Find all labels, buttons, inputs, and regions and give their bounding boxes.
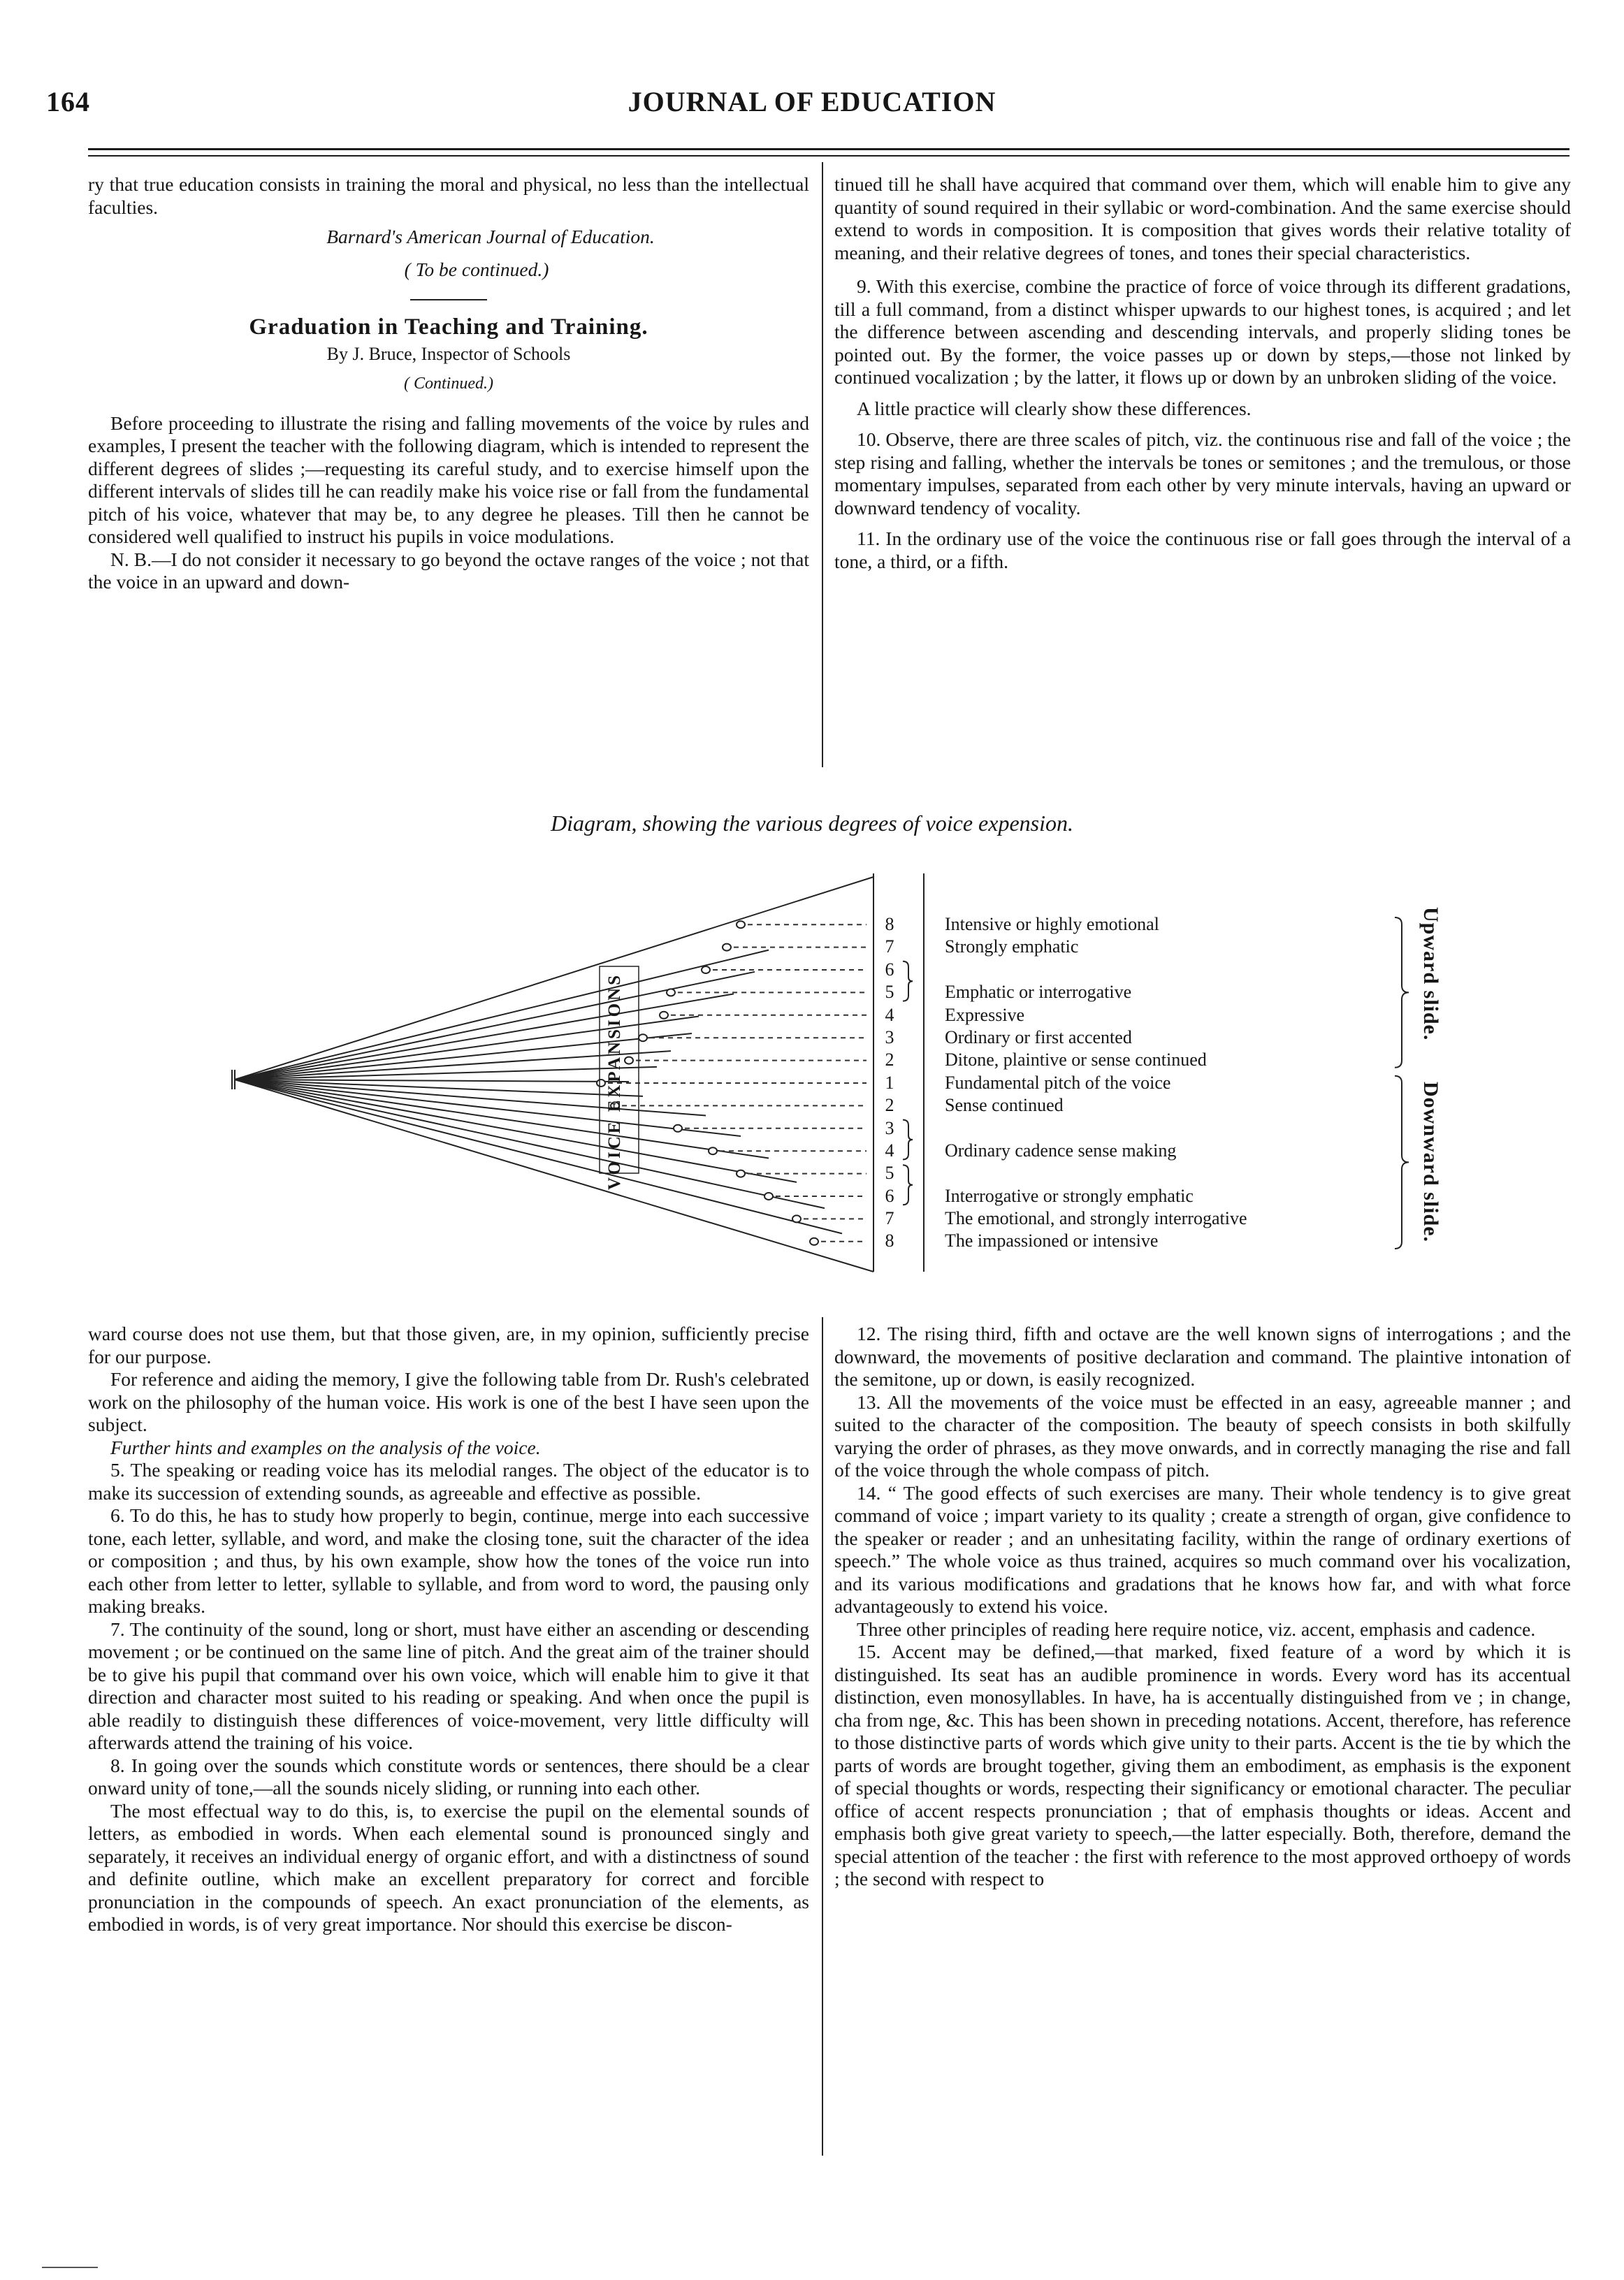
pitch-marker <box>737 921 745 928</box>
fan-ray <box>235 1080 825 1208</box>
pitch-number: 3 <box>885 1026 894 1047</box>
pitch-label <box>945 1117 1247 1140</box>
pitch-label: Emphatic or interrogative <box>945 982 1132 1003</box>
fan-ray <box>235 1080 741 1136</box>
footer-mark <box>42 2267 98 2268</box>
source-citation: Barnard's American Journal of Education. <box>326 226 655 247</box>
fan-ray <box>235 1080 769 1159</box>
dashed-guides <box>608 924 867 1242</box>
paragraph: 6. To do this, he has to study how properly to begin, continue, merge into each successive tone, each letter, syllable, and word, and make the closing tone, suit the character of the idea or composition ; and thus, by his own example, show how the tones of the voice run into each other from letter to letter, syllable to syllable, and from word to word, the pausing only making breaks. <box>88 1504 809 1617</box>
pitch-number: 2 <box>885 1050 894 1070</box>
paragraph: For reference and aiding the memory, I give the following table from Dr. Rush's celebrated work on the philosophy of the human voice. His work is one of the best I have seen upon the subject. <box>88 1368 809 1435</box>
pitch-number-column <box>878 913 901 1253</box>
pitch-number: 6 <box>885 1185 894 1206</box>
column-divider <box>822 162 823 767</box>
paragraph: 7. The continuity of the sound, long or short, must have either an ascending or descending movement ; or be continued on the same line of pitch. And the great aim of the trainer should be to give his pupil that command over his own voice, which will enable him to give it that direction and character most suited to his reading or speaking. And when once the pupil is able readily to distinguish these differences of voice-movement, very little difficulty will afterwards attend the training of his voice. <box>88 1618 809 1753</box>
pitch-label: Interrogative or strongly emphatic <box>945 1185 1194 1206</box>
diagram-title: Diagram, showing the various degrees of voice expension. <box>550 811 1073 836</box>
paragraph: A little practice will clearly show these differences. <box>857 397 1252 419</box>
paragraph: 10. Observe, there are three scales of pitch, viz. the continuous rise and fall of the voice ; the step rising and falling, whether the intervals be tones or semitones ; and the tremulous, or those momentary impulses, separated from each other by very minute intervals, having an upward or downward tendency of vocality. <box>834 428 1571 518</box>
pitch-number: 7 <box>885 936 894 957</box>
pitch-label: Ordinary or first accented <box>945 1026 1132 1047</box>
paragraph: tinued till he shall have acquired that command over them, which will enable him to give any quantity of sound required in their syllabic or word-combination. And the same exercise should extend to words in composition. It is composition that gives words their relative totality of meaning, and their relative degrees of tones, and tones their special characteristics. <box>834 173 1571 263</box>
pitch-marker <box>792 1215 801 1222</box>
article-title: Graduation in Teaching and Training. <box>249 314 648 340</box>
pitch-number: 5 <box>885 982 894 1003</box>
pitch-marker <box>737 1170 745 1177</box>
fan-edge-line <box>235 1080 873 1272</box>
pitch-marker <box>639 1034 647 1041</box>
pitch-marker <box>597 1080 605 1087</box>
slide-brace <box>1395 917 1409 1068</box>
pitch-label <box>945 959 1247 981</box>
section-divider <box>410 299 487 300</box>
pair-brace <box>903 1120 913 1160</box>
paragraph: 5. The speaking or reading voice has its melodial ranges. The object of the educator is to make its succession of extending sounds, as agreeable and effective as possible. <box>88 1459 809 1504</box>
paragraph: 8. In going over the sounds which constitute words or sentences, there should be a clear onward unity of tone,—all the sounds nicely sliding, or running into each other. <box>88 1754 809 1799</box>
slide-brace <box>1395 1076 1409 1249</box>
paragraph: 9. With this exercise, combine the practice of force of voice through its different gradations, till a full command, from a distinct whisper upwards to our highest tones, is acquired ; and let the difference between ascending and descending intervals, and properly sliding tones be pointed out. By the former, the voice passes up or down by steps,—those not linked by continued vocalization ; by the latter, it flows up or down by an unbroken sliding of the voice. <box>834 275 1571 388</box>
pitch-number: 7 <box>885 1208 894 1229</box>
pitch-label: Strongly emphatic <box>945 936 1079 957</box>
fan-ray <box>235 972 755 1080</box>
left-column-top <box>88 173 809 594</box>
journal-title: JOURNAL OF EDUCATION <box>628 86 996 117</box>
paragraph: 11. In the ordinary use of the voice the continuous rise or fall goes through the interval of a tone, a third, or a fifth. <box>834 528 1571 572</box>
header-rule-bottom <box>88 155 1569 157</box>
pitch-label: Ordinary cadence sense making <box>945 1140 1177 1161</box>
continued-note: ( To be continued.) <box>404 258 549 280</box>
fan-label: VOICE EXPANSIONS <box>605 973 624 1190</box>
pitch-marker <box>674 1125 682 1132</box>
paragraph: 12. The rising third, fifth and octave are the well known signs of interrogations ; and the downward, the movements of positive declaration and command. The plaintive intonation of the semitone, up or down, is easily recognized. <box>834 1323 1571 1390</box>
pitch-label: The emotional, and strongly interrogative <box>945 1208 1247 1229</box>
right-column-top <box>834 173 1571 573</box>
pitch-number: 8 <box>885 1230 894 1251</box>
fan-lines <box>232 877 873 1272</box>
upward-slide-label: Upward slide. <box>1419 907 1442 1041</box>
pitch-label: Fundamental pitch of the voice <box>945 1072 1171 1093</box>
pair-brace <box>903 1165 913 1205</box>
pitch-number: 4 <box>885 1004 894 1025</box>
pitch-label-column <box>945 913 1247 1253</box>
pitch-label: Sense continued <box>945 1095 1064 1116</box>
paragraph: 14. “ The good effects of such exercises are many. Their whole tendency is to give great command of voice ; impart variety to its quality ; create a strength of organ, give confidence to the speaker or reader ; and an unhesitating facility, within the range of ordinary exertions of speech.” The whole voice as thus trained, acquires so much command over his vocalization, and its various modifications and gradations that he knows how far, and with what force advantageously to extend his voice. <box>834 1481 1571 1617</box>
paragraph: N. B.—I do not consider it necessary to go beyond the octave ranges of the voice ; not that the voice in an upward and down- <box>88 548 809 593</box>
pitch-number: 4 <box>885 1140 894 1161</box>
downward-slide-label: Downward slide. <box>1419 1082 1442 1243</box>
pitch-marker <box>667 989 675 996</box>
pitch-marker <box>625 1057 633 1064</box>
right-column-bottom <box>834 1323 1571 1891</box>
column-divider-lower <box>822 1317 823 2156</box>
paragraph: Before proceeding to illustrate the rising and falling movements of the voice by rules and examples, I present the teacher with the following diagram, which is intended to represent the different degrees of slides ;—requesting its careful study, and to exercise himself upon the different intervals of slides till he can readily make his voice rise or fall from the fundamental pitch of his voice, whatever that may be, to any degree he pleases. Till then he cannot be considered well qualified to instruct his pupils in voice modulations. <box>88 412 809 547</box>
fan-ray <box>235 950 769 1080</box>
byline-continued: ( Continued.) <box>404 375 493 393</box>
fan-ray <box>235 1080 797 1182</box>
paragraph: Three other principles of reading here require notice, viz. accent, emphasis and cadence. <box>857 1618 1536 1640</box>
pitch-marker <box>702 966 710 973</box>
voice-expansion-diagram <box>0 852 1624 1286</box>
paragraph: 13. All the movements of the voice must be effected in an easy, agreeable manner ; and suited to the character of the composition. The beauty of speech consists in both skilfully varying the order of phrases, as they move onwards, and in correctly managing the rise and fall of the voice through the whole compass of pitch. <box>834 1390 1571 1481</box>
pitch-number: 2 <box>885 1095 894 1116</box>
pitch-number: 1 <box>885 1072 894 1093</box>
pitch-number: 5 <box>885 1163 894 1184</box>
subheading: Further hints and examples on the analysis of the voice. <box>110 1436 541 1458</box>
pitch-label: The impassioned or intensive <box>945 1230 1159 1251</box>
fan-edge-line <box>235 877 873 1080</box>
paragraph: The most effectual way to do this, is, to exercise the pupil on the elemental sounds of letters, as embodied in words. When each elemental sound is pronounced singly and separately, it receives an individual energy of organic effort, and with a distinctness of sound and definite outline, which make an excellent preparatory for correct and forcible pronunciation in the compounds of speech. An exact pronunciation of the elements, as embodied in words, is of very great importance. Nor should this exercise be discon- <box>88 1799 809 1935</box>
header-rule-top <box>88 148 1569 150</box>
paragraph: ward course does not use them, but that those given, are, in my opinion, sufficiently precise for our purpose. <box>88 1323 809 1367</box>
page-number: 164 <box>46 86 90 117</box>
pitch-marker <box>709 1147 717 1154</box>
fan-apex <box>232 1070 235 1089</box>
fan-ray <box>235 1016 699 1080</box>
pitch-label: Ditone, plaintive or sense continued <box>945 1050 1207 1070</box>
pair-brace <box>903 961 913 1001</box>
paragraph: 15. Accent may be defined,—that marked, fixed feature of a word by which it is distinguished. Its seat has an audible prominence in words. Every word has its accentual distinction, even monosyllables. In have, ha is accentually distinguished from ve ; in change, cha from nge, &c. This has been shown in preceding notations. Accent, therefore, has reference to those distinctive parts of words which give unity to their parts. Accent is the tie by which the parts of words are brought together, giving them an embodiment, as emphasis is the exponent of special thoughts or words, respecting their significancy or emotional character. The peculiar office of accent respects pronunciation ; that of emphasis thoughts or ideas. Accent and emphasis both give great variety to speech,—the latter especially. Both, therefore, demand the special attention of the teacher : the first with reference to the most approved orthoepy of words ; the second with respect to <box>834 1641 1571 1889</box>
pitch-number: 8 <box>885 914 894 934</box>
pitch-label: Intensive or highly emotional <box>945 914 1159 934</box>
pitch-label <box>945 1162 1247 1184</box>
pitch-marker <box>660 1012 668 1019</box>
pitch-number: 3 <box>885 1117 894 1138</box>
pitch-marker <box>764 1193 773 1200</box>
pitch-label: Expressive <box>945 1004 1025 1025</box>
byline: By J. Bruce, Inspector of Schools <box>326 343 571 364</box>
pitch-number: 6 <box>885 959 894 980</box>
left-column-bottom <box>88 1323 809 1936</box>
pitch-marker <box>810 1238 818 1245</box>
paragraph: ry that true education consists in training the moral and physical, no less than the intellectual faculties. <box>88 173 809 218</box>
pitch-marker <box>723 944 731 951</box>
